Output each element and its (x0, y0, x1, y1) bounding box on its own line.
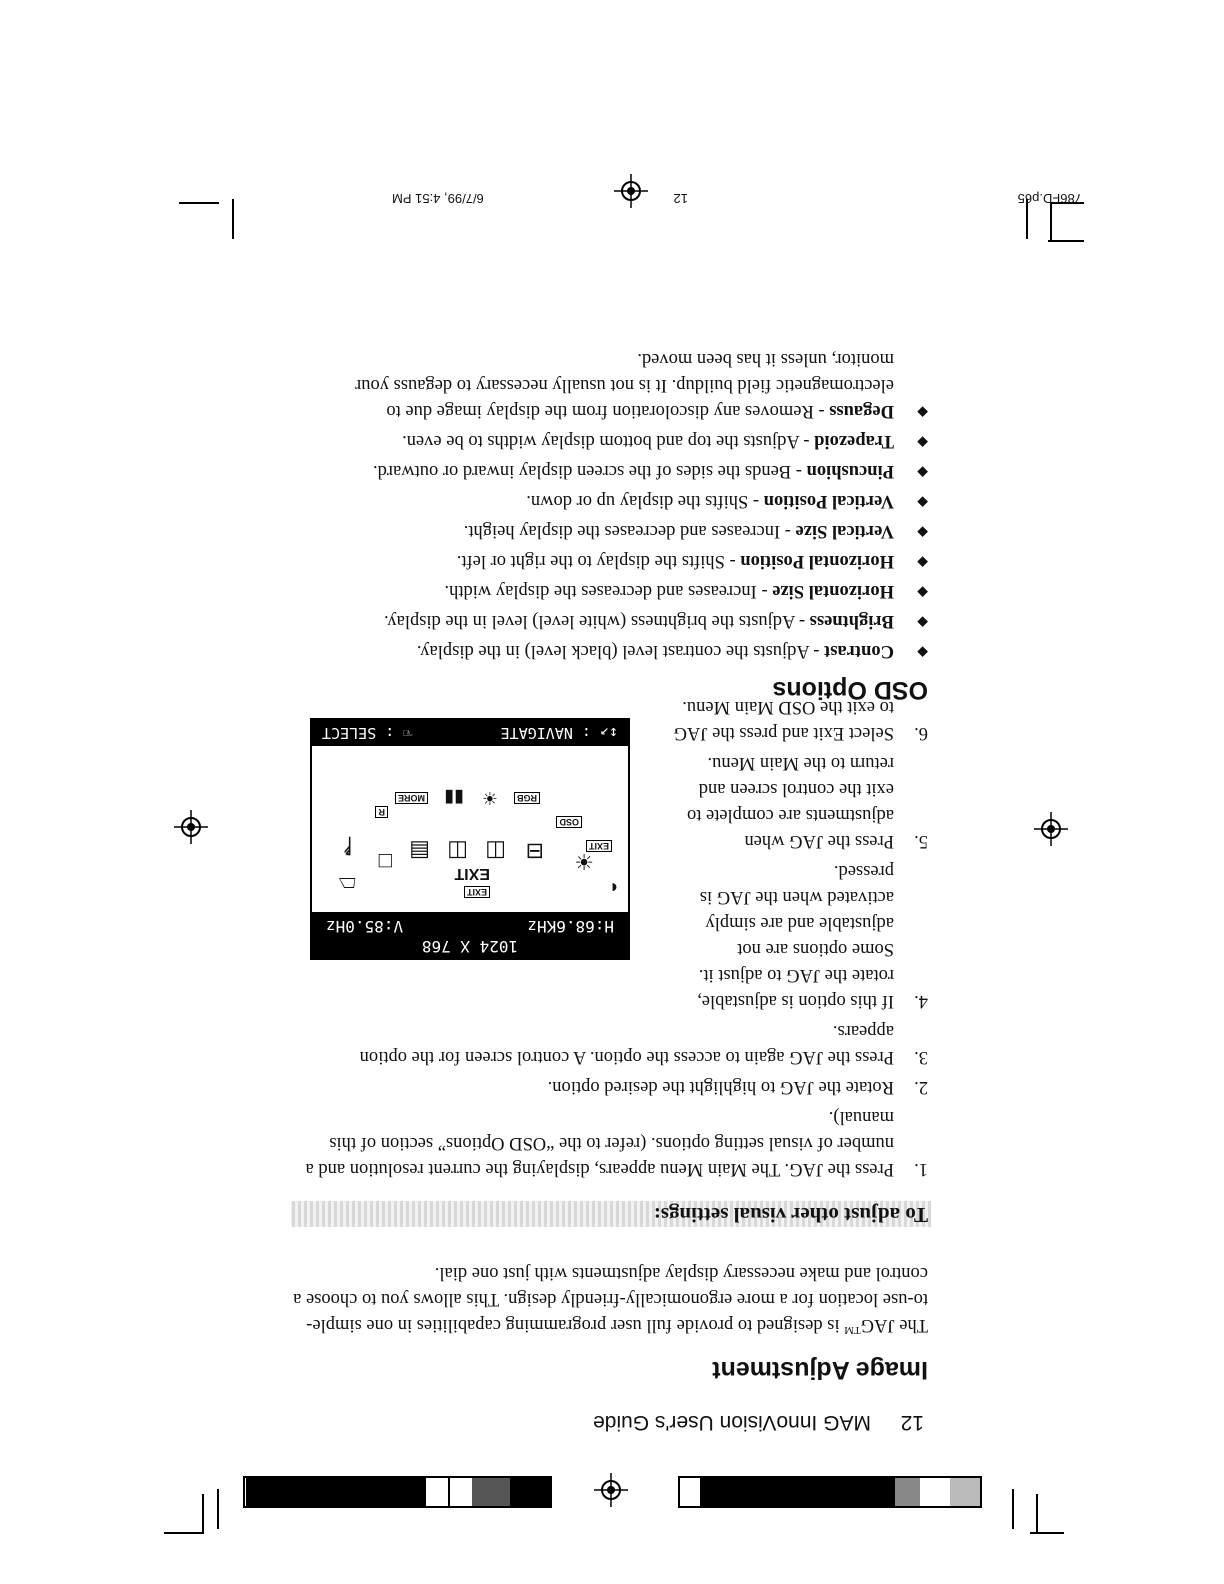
list-item: ◆ Vertical Size - Increases and decreases the display height. (288, 516, 928, 546)
list-item: ◆ Degauss - Removes any discoloration from the display image due to electromagnetic field buildup. It is not usually necessary to degauss your monitor, unless it has been moved. (288, 346, 928, 426)
osd-exit-icon-small: EXIT (586, 840, 612, 852)
bullet-icon: ◆ (917, 464, 928, 479)
degauss-icon: ᚡ (342, 834, 354, 856)
bullet-icon: ◆ (917, 434, 928, 449)
osd-osd-small: OSD (556, 816, 582, 828)
crop-mark (232, 199, 234, 239)
bullet-icon: ◆ (917, 404, 928, 419)
slug-timestamp: 6/7/99, 4:51 PM (392, 191, 484, 206)
list-item: ◆ Trapezoid - Adjusts the top and bottom display widths to be even. (288, 426, 928, 456)
osd-r-small: R (376, 806, 389, 818)
list-item: 3. Press the JAG again to access the option. A control screen for the option appears. (359, 1021, 928, 1067)
vertical-size-icon: ◫ (447, 839, 468, 864)
list-item: ◆ Horizontal Position - Shifts the display to the right or left. (288, 546, 928, 576)
bullet-icon: ◆ (917, 644, 928, 659)
brightness-icon: ☀ (574, 849, 594, 874)
registration-mark-icon (1034, 812, 1068, 846)
osd-exit-label: EXIT (454, 865, 490, 882)
crop-mark (1050, 202, 1052, 242)
bullet-icon: ◆ (917, 614, 928, 629)
osd-options-title: OSD Options (772, 676, 928, 704)
bullet-icon: ◆ (917, 524, 928, 539)
page-number: 12 (900, 1411, 924, 1434)
slug-page: 12 (673, 191, 688, 206)
bullet-icon: ◆ (917, 554, 928, 569)
pincushion-icon: □ (378, 849, 392, 874)
crop-mark (1012, 1489, 1014, 1529)
press-icon: ☜ (403, 724, 413, 742)
list-item: 4. If this option is adjustable, rotate the JAG to adjust it. Some options are not adjustable and are simply activated when the JAG is pressed. (697, 861, 928, 1011)
running-header (284, 1410, 924, 1434)
navigate-arrows-icon: ↕↗ (599, 724, 618, 742)
color-bar-left (678, 1476, 982, 1508)
osd-main-menu-illustration (310, 718, 630, 960)
osd-navigation-bar (312, 720, 628, 746)
language-icon: ▮▮ (444, 788, 464, 808)
list-item: ◆ Brightness - Adjusts the brightness (white level) level in the display. (288, 606, 928, 636)
osd-frequency: H:68.6KHz V:85.0Hz (326, 917, 614, 936)
osd-resolution-bar (312, 912, 628, 958)
registration-mark-icon (594, 1473, 628, 1507)
list-item: 6. Select Exit and press the JAG to exit the OSD Main Menu. (673, 697, 928, 743)
osd-navigate: ↕↗ : NAVIGATE (500, 724, 618, 742)
slug-file-name: 786FD.p65 (1017, 191, 1082, 206)
bullet-icon: ◆ (917, 584, 928, 599)
osd-resolution: 1024 X 768 (421, 937, 519, 956)
crop-mark (1048, 240, 1084, 242)
vertical-position-icon: ▤ (409, 839, 430, 864)
osd-options-list (288, 346, 928, 666)
crop-mark (217, 1489, 219, 1529)
section-title: Image Adjustment (712, 1356, 928, 1384)
list-item: 5. Press the JAG when adjustments are complete to exit the control screen and return to the Main Menu. (686, 753, 928, 851)
bullet-icon: ◆ (917, 494, 928, 509)
list-item: ◆ Horizontal Size - Increases and decreases the display width. (288, 576, 928, 606)
print-slug (392, 191, 1082, 206)
list-item: ◆ Contrast - Adjusts the contrast level (black level) in the display. (288, 636, 928, 666)
intro-paragraph: The JAG™ is designed to provide full user programming capabilities in one simple-to-use location for a more ergonomically-friendly design. This allows you to choose a control and make necessary display adjustments with just one dial. (293, 1262, 928, 1336)
crop-mark (179, 202, 219, 204)
registration-mark-icon (174, 810, 208, 844)
guide-title: MAG InnoVision User's Guide (593, 1411, 871, 1434)
osd-more-small: MORE (395, 792, 428, 804)
list-item: ◆ Pincushion - Bends the sides of the screen display inward or outward. (288, 456, 928, 486)
osd-rgb-small: RGB (514, 792, 540, 804)
color-icon: ☀ (481, 788, 498, 808)
crop-mark (202, 1494, 204, 1534)
osd-select: ☜ : SELECT (322, 724, 413, 742)
subheading: To adjust other visual settings: (653, 1203, 928, 1227)
osd-exit-small: EXIT (464, 886, 490, 898)
crop-mark (1036, 1494, 1038, 1534)
horizontal-size-icon: ⊟ (525, 839, 544, 864)
list-item: 1. Press the JAG. The Main Menu appears, displaying the current resolution and a number of visual setting options. (refer to the “OSD Options” section of this manual). (305, 1107, 928, 1179)
color-bar-right (243, 1476, 552, 1508)
crop-mark (164, 1532, 204, 1534)
horizontal-position-icon: ◫ (485, 839, 506, 864)
list-item: 2. Rotate the JAG to highlight the desired option. (547, 1077, 928, 1097)
list-item: ◆ Vertical Position - Shifts the display up or down. (288, 486, 928, 516)
contrast-icon: ◐ (607, 878, 618, 898)
trapezoid-icon: ⏢ (338, 873, 356, 898)
